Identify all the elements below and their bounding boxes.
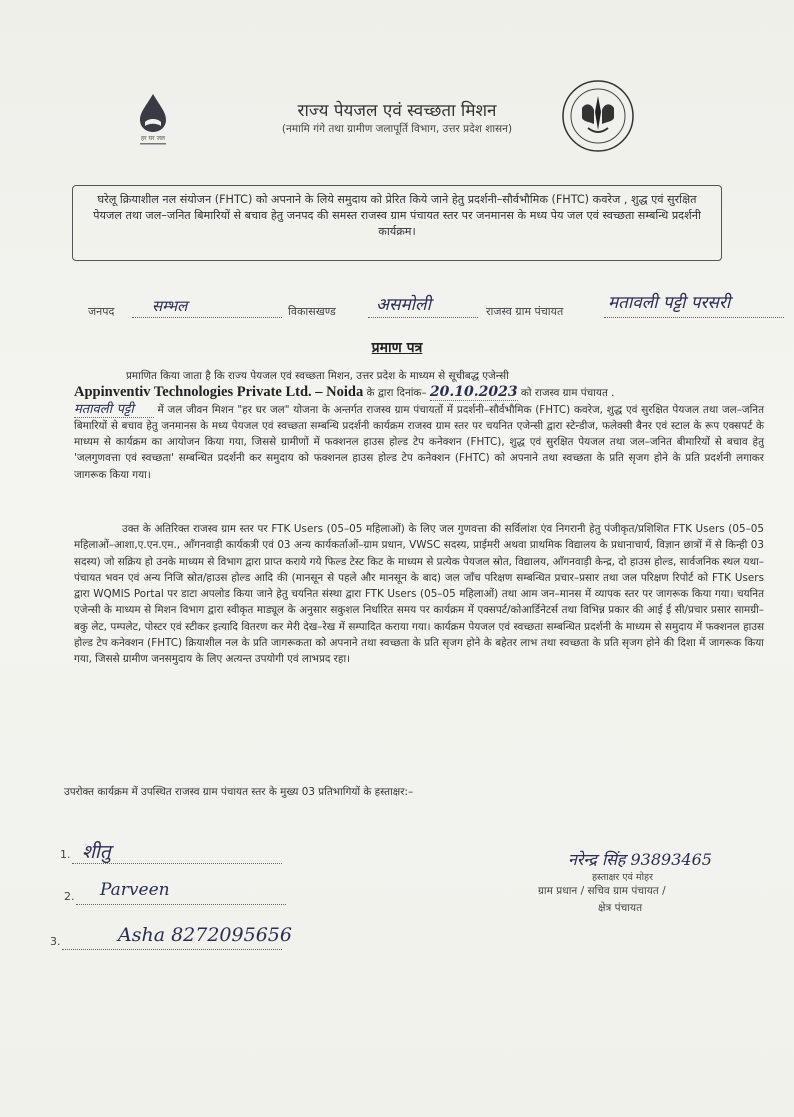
p1-line1: प्रमाणित किया जाता है कि राज्य पेयजल एवं स्वच्छता मिशन, उत्तर प्रदेश के माध्यम से सूचीबद्ध एजेन्सी [126, 370, 509, 382]
participant-number: 1. [60, 848, 71, 861]
left-logo-text: हर घर जल [141, 135, 165, 142]
block-label: विकासखण्ड [288, 305, 336, 318]
participant-signature: Parveen [100, 880, 170, 900]
mission-subtitle: (नमामि गंगे तथा ग्रामीण जलापूर्ति विभाग, उत्तर प्रदेश शासन) [281, 123, 513, 135]
date-value: 20.10.2023 [429, 384, 518, 401]
participant-signature: Asha 8272095656 [118, 924, 292, 946]
subject-box: घरेलू क्रियाशील नल संयोजन (FHTC) को अपनाने के लिये समुदाय को प्रेरित किये जाने हेतु प्रदर्शनी–सौर्वभौमिक (FHTC) कवरेज , शुद्ध एवं सुरक्षित पेयजल तथा जल–जनित बिमारियों से बचाव हेतु जनपद की समस्त राजस्व ग्राम पंचायत स्तर पर जनमानस के मध्य पेय जल एवं स्वच्छता सम्बन्धि प्रदर्शनी कार्यक्रम। [72, 185, 722, 261]
district-label: जनपद [88, 305, 115, 318]
p1-rest: में जल जीवन मिशन "हर घर जल" योजना के अन्तर्गत राजस्व ग्राम पंचायतों में प्रदर्शनी–सौर्वभौमिक (FHTC) कवरेज, शुद्ध एवं सुरक्षित पेयजल तथा जल–जनित बिमारियों से बचाव हेतु जनमानस के मध्य पेयजल एवं स्वच्छता सम्बन्धि प्रदर्शनी कार्यक्रम राजस्व ग्राम स्तर पर चयनित एजेन्सी द्वारा स्टेन्डीज, फलेक्सी बैनर एवं स्टाल के रूप एक्सपर्ट के माध्यम से कार्यक्रम का आयोजन किया गया, जिससे ग्रामीणों में फक्शनल हाउस होल्ड टेप कनेक्शन (FHTC), शुद्ध एवं सुरक्षित पेयजल तथा जल–जनित बीमारियों से बचाव हेतु 'जलगुणवत्ता एवं स्वच्छता' सम्बन्धित प्रदर्शनी कर समुदाय को फक्शनल हाउस होल्ड टेप कनेक्शन (FHTC) को अपनाने तथा स्वच्छता के प्रति सृजग होने के प्रति प्रदर्शनी लगाकर जागरूक किया गया। [74, 403, 764, 481]
pradhan-signature: नरेन्द्र सिंह 93893465 [568, 850, 712, 869]
paragraph-2: उक्त के अतिरिक्त राजस्व ग्राम स्तर पर FTK Users (05–05 महिलाओं) के लिए जल गुणवत्ता की सर्विलांश एंव निगरानी हेतु पंजीकृत/प्रशिशित FTK Users (05–05 महिलाओं–आशा,ए.एन.एम., आँगनवाड़ी कार्यकत्री एवं 03 अन्य कार्यकर्ताओं–ग्राम प्रधान, VWSC सदस्य, प्राईमरी अथवा प्राथमिक विद्यालय के प्रधानाचार्य, विज्ञान छात्रों में से किन्ही 03 सदस्य) जो सक्रिय हो उनके माध्यम से विभाग द्वारा प्राप्त कराये गये फिल्ड टेस्ट किट के माध्यम से प्रत्येक पेयजल स्रोत, विद्यालय, आँगनवाड़ी केन्द्र, दो हाउस होल्ड, सार्वजनिक स्थल यथा–पंचायत भवन एवं अन्य निजि स्रोत/हाउस होल्ड आदि की (मानसून से पहले और मानसून के बाद) जल जाँच परिक्षण सम्बन्धित प्रचार–प्रसार तथा जल परिक्षण रिपोर्ट को FTK Users द्वारा WQMIS Portal पर डाटा अपलोड किया जाने हेतु चयनित संस्था द्वारा FTK Users (05–05 महिलाओं) तथा आम जन–मानस में व्यापक स्तर पर जागरूक किया गया। चयनित एजेन्सी के माध्यम से मिशन विभाग द्वारा स्वीकृत माड्यूल के अनुसार सकुशल निर्धारित समय पर कार्यक्रम में एक्सपर्ट/कोआर्डिनेटर्स तथा विभिन्न प्रकार की आई ई सी/प्रचार प्रसार सामग्री–बकु लेट, पम्पलेट, पोस्टर एवं स्टीकर इत्यादि वितरण कर मेरी देख–रेख में सम्पादित कराया गया। कार्यक्रम पेयजल एवं स्वच्छता सम्बन्धित प्रदर्शनी के माध्यम से समुदाय में फक्शनल हाउस होल्ड टेप कनेक्शन (FHTC) क्रियाशील नल के प्रति जागरूकता को अपनाने तथा स्वच्छता के प्रति सृजग होने के बहेतर लाभ तथा स्वच्छता के प्रति सृजग होने की दिशा में जागरूक किया गया, जिससे ग्रामीण जनसमुदाय के लिए अत्यन्त उपयोगी एवं लाभप्रद रहा। [74, 523, 764, 666]
designation-line1: ग्राम प्रधान / सचिव ग्राम पंचायत / [538, 885, 666, 897]
certificate-title: प्रमाण पत्र [371, 340, 423, 356]
paragraph-3: उपरोक्त कार्यक्रम में उपस्थित राजस्व ग्राम पंचायत स्तर के मुख्य 03 प्रतिभागियों के हस्ताक्षर:– [64, 786, 414, 798]
participant-signature: शीतु [82, 841, 111, 863]
mission-title: राज्य पेयजल एवं स्वच्छता मिशन [297, 101, 497, 121]
company-name: Appinventiv Technologies Private Ltd. – Noida [74, 384, 364, 401]
date-suffix: को राजस्व ग्राम पंचायत . [520, 387, 615, 400]
designation-line2: क्षेत्र पंचायत [598, 902, 643, 914]
participant-number: 2. [64, 890, 75, 903]
panchayat-label: राजस्व ग्राम पंचायत [486, 305, 564, 318]
participant-number: 3. [50, 935, 61, 948]
block-value: असमोली [376, 295, 431, 315]
location-fields [88, 292, 788, 324]
paragraph-1 [74, 368, 764, 483]
date-prefix: के द्वारा दिनांक– [366, 387, 427, 400]
panchayat-handwritten: मतावली पट्टी [74, 402, 154, 418]
sign-label: हस्ताक्षर एवं मोहर [592, 872, 653, 883]
panchayat-value: मतावली पट्टी परसरी [608, 293, 731, 313]
district-value: सम्भल [152, 297, 188, 315]
